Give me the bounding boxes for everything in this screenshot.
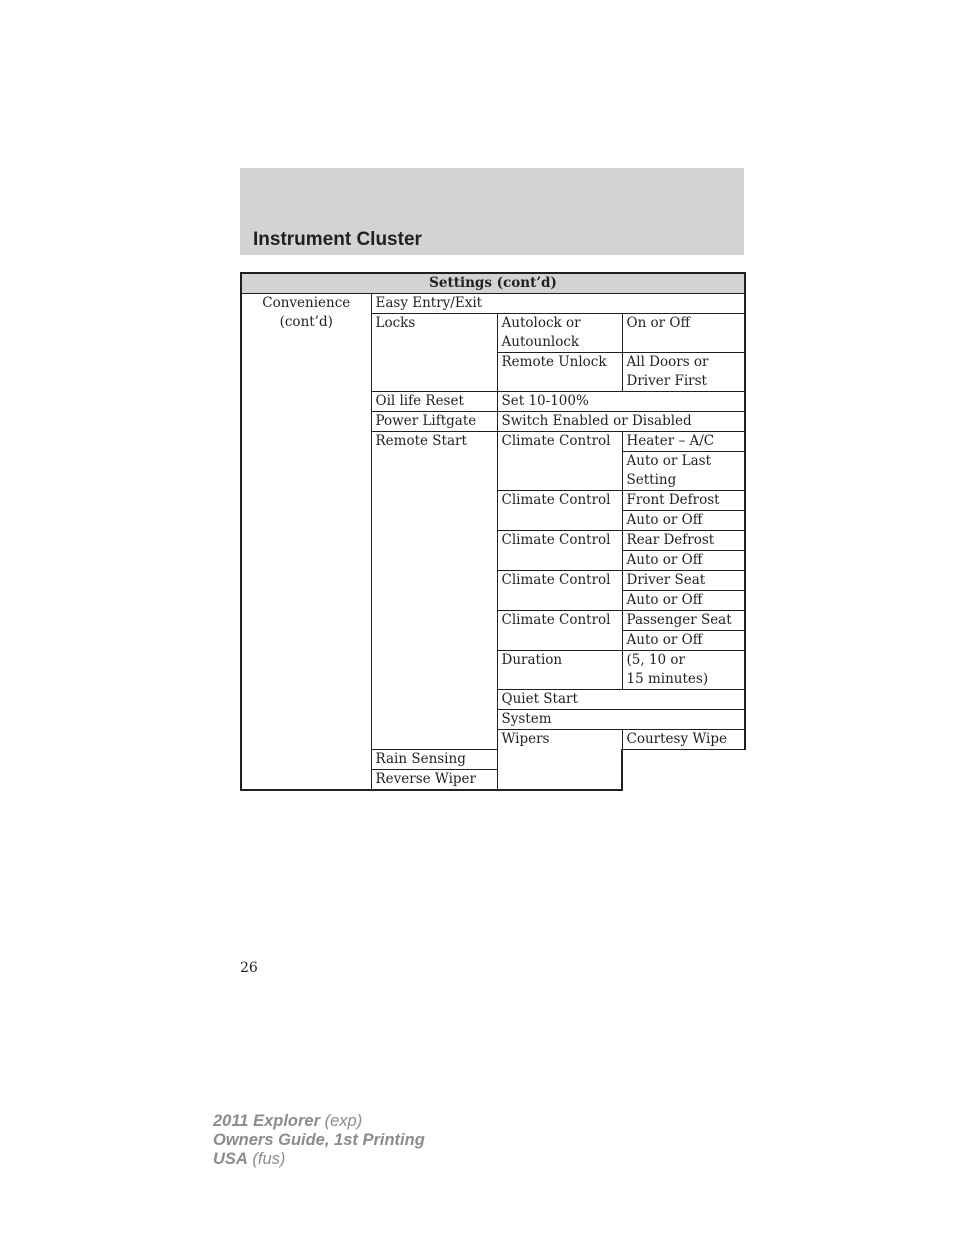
footer-market-code: (fus) bbox=[247, 1150, 286, 1168]
table-cell: Climate Control bbox=[497, 571, 622, 611]
cell-line: Setting bbox=[626, 472, 677, 488]
table-cell: On or Off bbox=[622, 314, 745, 353]
category-line: (cont’d) bbox=[279, 314, 333, 330]
footer-line bbox=[213, 1150, 425, 1169]
table-cell: Rear Defrost bbox=[622, 531, 745, 551]
table-cell: Auto or Off bbox=[622, 631, 745, 651]
table-cell: Climate Control bbox=[497, 531, 622, 571]
cell-line: Auto or Last bbox=[626, 453, 712, 469]
table-cell bbox=[622, 452, 745, 491]
footer-guide: Owners Guide, 1st Printing bbox=[213, 1131, 425, 1149]
footer-line bbox=[213, 1112, 425, 1131]
table-cell: Easy Entry/Exit bbox=[371, 294, 745, 314]
footer-market: USA bbox=[213, 1150, 248, 1168]
section-header-band bbox=[240, 168, 744, 255]
table-cell: Front Defrost bbox=[622, 491, 745, 511]
table-cell: Passenger Seat bbox=[622, 611, 745, 631]
table-cell: Auto or Off bbox=[622, 551, 745, 571]
table-cell: Wipers bbox=[497, 730, 622, 791]
table-cell bbox=[622, 651, 745, 690]
table-cell: Auto or Off bbox=[622, 511, 745, 531]
table-cell: Quiet Start bbox=[497, 690, 745, 710]
cell-line: Autounlock bbox=[501, 334, 580, 350]
table-cell: Heater – A/C bbox=[622, 432, 745, 452]
cell-line: Driver First bbox=[626, 373, 707, 389]
table-caption: Settings (cont’d) bbox=[241, 273, 745, 294]
page-number: 26 bbox=[240, 960, 258, 976]
table-cell: Set 10-100% bbox=[497, 392, 745, 412]
table-cell: Reverse Wiper bbox=[371, 770, 622, 791]
table-cell: Locks bbox=[371, 314, 497, 392]
category-line: Convenience bbox=[262, 295, 351, 311]
cell-line: (5, 10 or bbox=[626, 652, 685, 668]
footer-model: 2011 Explorer bbox=[213, 1112, 321, 1130]
table-cell: System bbox=[497, 710, 745, 730]
section-title: Instrument Cluster bbox=[253, 229, 422, 250]
table-cell: Remote Start bbox=[371, 432, 497, 750]
table-cell: Climate Control bbox=[497, 611, 622, 651]
table-cell bbox=[497, 314, 622, 353]
category-cell bbox=[241, 294, 371, 791]
footer-model-code: (exp) bbox=[320, 1112, 363, 1130]
cell-line: 15 minutes) bbox=[626, 671, 709, 687]
table-cell: Switch Enabled or Disabled bbox=[497, 412, 745, 432]
settings-table bbox=[240, 272, 746, 791]
table-cell: Auto or Off bbox=[622, 591, 745, 611]
table-cell: Rain Sensing bbox=[371, 750, 622, 770]
table-cell: Oil life Reset bbox=[371, 392, 497, 412]
table-cell: Driver Seat bbox=[622, 571, 745, 591]
table-cell: Courtesy Wipe bbox=[622, 730, 745, 750]
footer bbox=[213, 1112, 425, 1169]
table-cell: Climate Control bbox=[497, 432, 622, 491]
table-cell bbox=[622, 353, 745, 392]
table-cell: Remote Unlock bbox=[497, 353, 622, 392]
table-cell: Climate Control bbox=[497, 491, 622, 531]
cell-line: All Doors or bbox=[626, 354, 709, 370]
table-cell: Duration bbox=[497, 651, 622, 690]
cell-line: Autolock or bbox=[501, 315, 581, 331]
table-cell: Power Liftgate bbox=[371, 412, 497, 432]
